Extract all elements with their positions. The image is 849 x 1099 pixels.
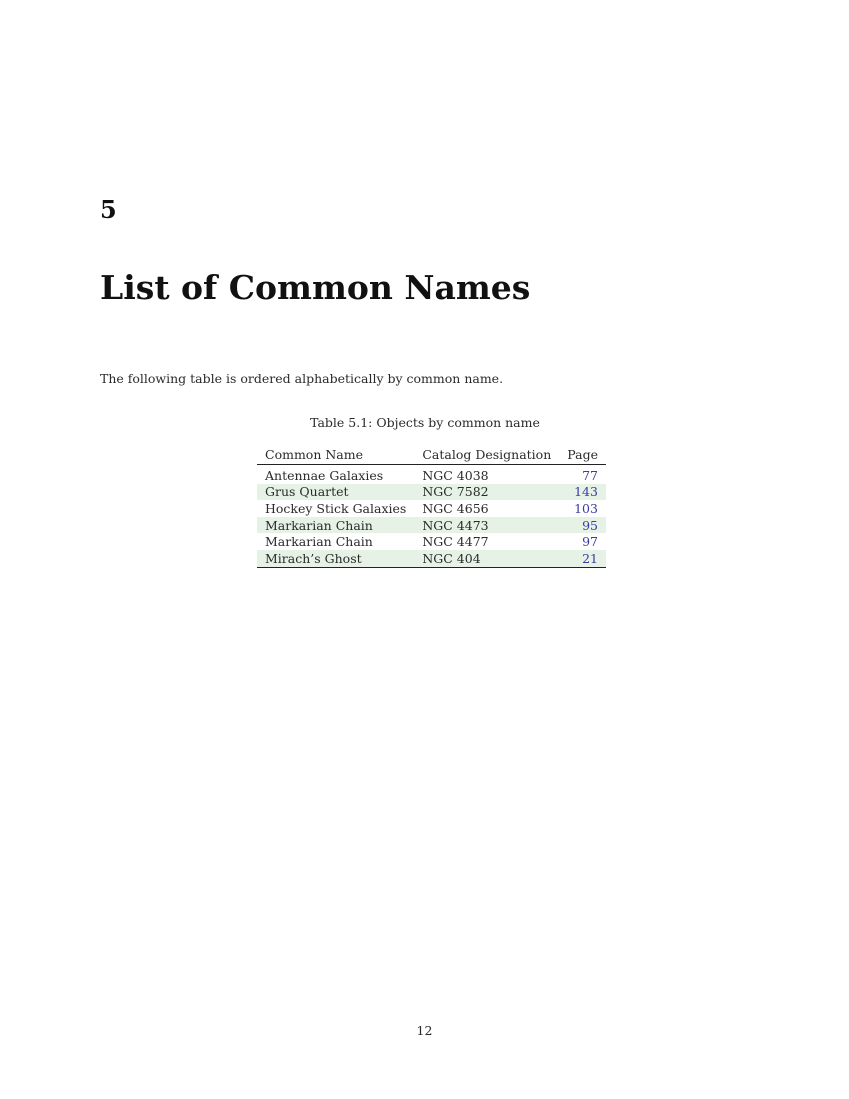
column-header-common-name: Common Name bbox=[265, 446, 363, 462]
catalog-designation-cell: NGC 7582 bbox=[414, 484, 559, 501]
catalog-designation-cell: NGC 4038 bbox=[422, 467, 489, 483]
common-name-cell: Markarian Chain bbox=[265, 534, 373, 550]
common-names-table bbox=[257, 445, 606, 568]
page-link[interactable]: 103 bbox=[574, 500, 598, 516]
catalog-designation-cell: NGC 404 bbox=[414, 550, 559, 567]
table-row bbox=[257, 500, 606, 517]
common-name-cell: Mirach’s Ghost bbox=[257, 550, 414, 567]
chapter-number: 5 bbox=[100, 195, 117, 224]
table-row bbox=[257, 533, 606, 550]
catalog-designation-cell: NGC 4656 bbox=[422, 500, 489, 516]
table-row bbox=[257, 484, 606, 501]
column-header-page: Page bbox=[567, 446, 598, 462]
chapter-title: List of Common Names bbox=[100, 268, 531, 307]
page-number: 12 bbox=[416, 1023, 433, 1038]
table-header-row bbox=[257, 445, 606, 465]
common-name-cell: Markarian Chain bbox=[257, 517, 414, 534]
common-name-cell: Antennae Galaxies bbox=[265, 467, 384, 483]
page-link[interactable]: 21 bbox=[559, 550, 606, 567]
common-name-cell: Hockey Stick Galaxies bbox=[265, 500, 407, 516]
table-row bbox=[257, 465, 606, 484]
page-link[interactable]: 143 bbox=[559, 484, 606, 501]
common-name-cell: Grus Quartet bbox=[257, 484, 414, 501]
table-row bbox=[257, 517, 606, 534]
page-link[interactable]: 97 bbox=[582, 534, 598, 550]
common-names-table-wrapper bbox=[257, 445, 598, 568]
intro-paragraph: The following table is ordered alphabetically by common name. bbox=[100, 371, 504, 386]
catalog-designation-cell: NGC 4477 bbox=[422, 534, 489, 550]
table-caption: Table 5.1: Objects by common name bbox=[310, 415, 540, 430]
catalog-designation-cell: NGC 4473 bbox=[414, 517, 559, 534]
table-row bbox=[257, 550, 606, 567]
page-link[interactable]: 77 bbox=[582, 467, 598, 483]
column-header-catalog-designation: Catalog Designation bbox=[422, 446, 552, 462]
page-link[interactable]: 95 bbox=[559, 517, 606, 534]
